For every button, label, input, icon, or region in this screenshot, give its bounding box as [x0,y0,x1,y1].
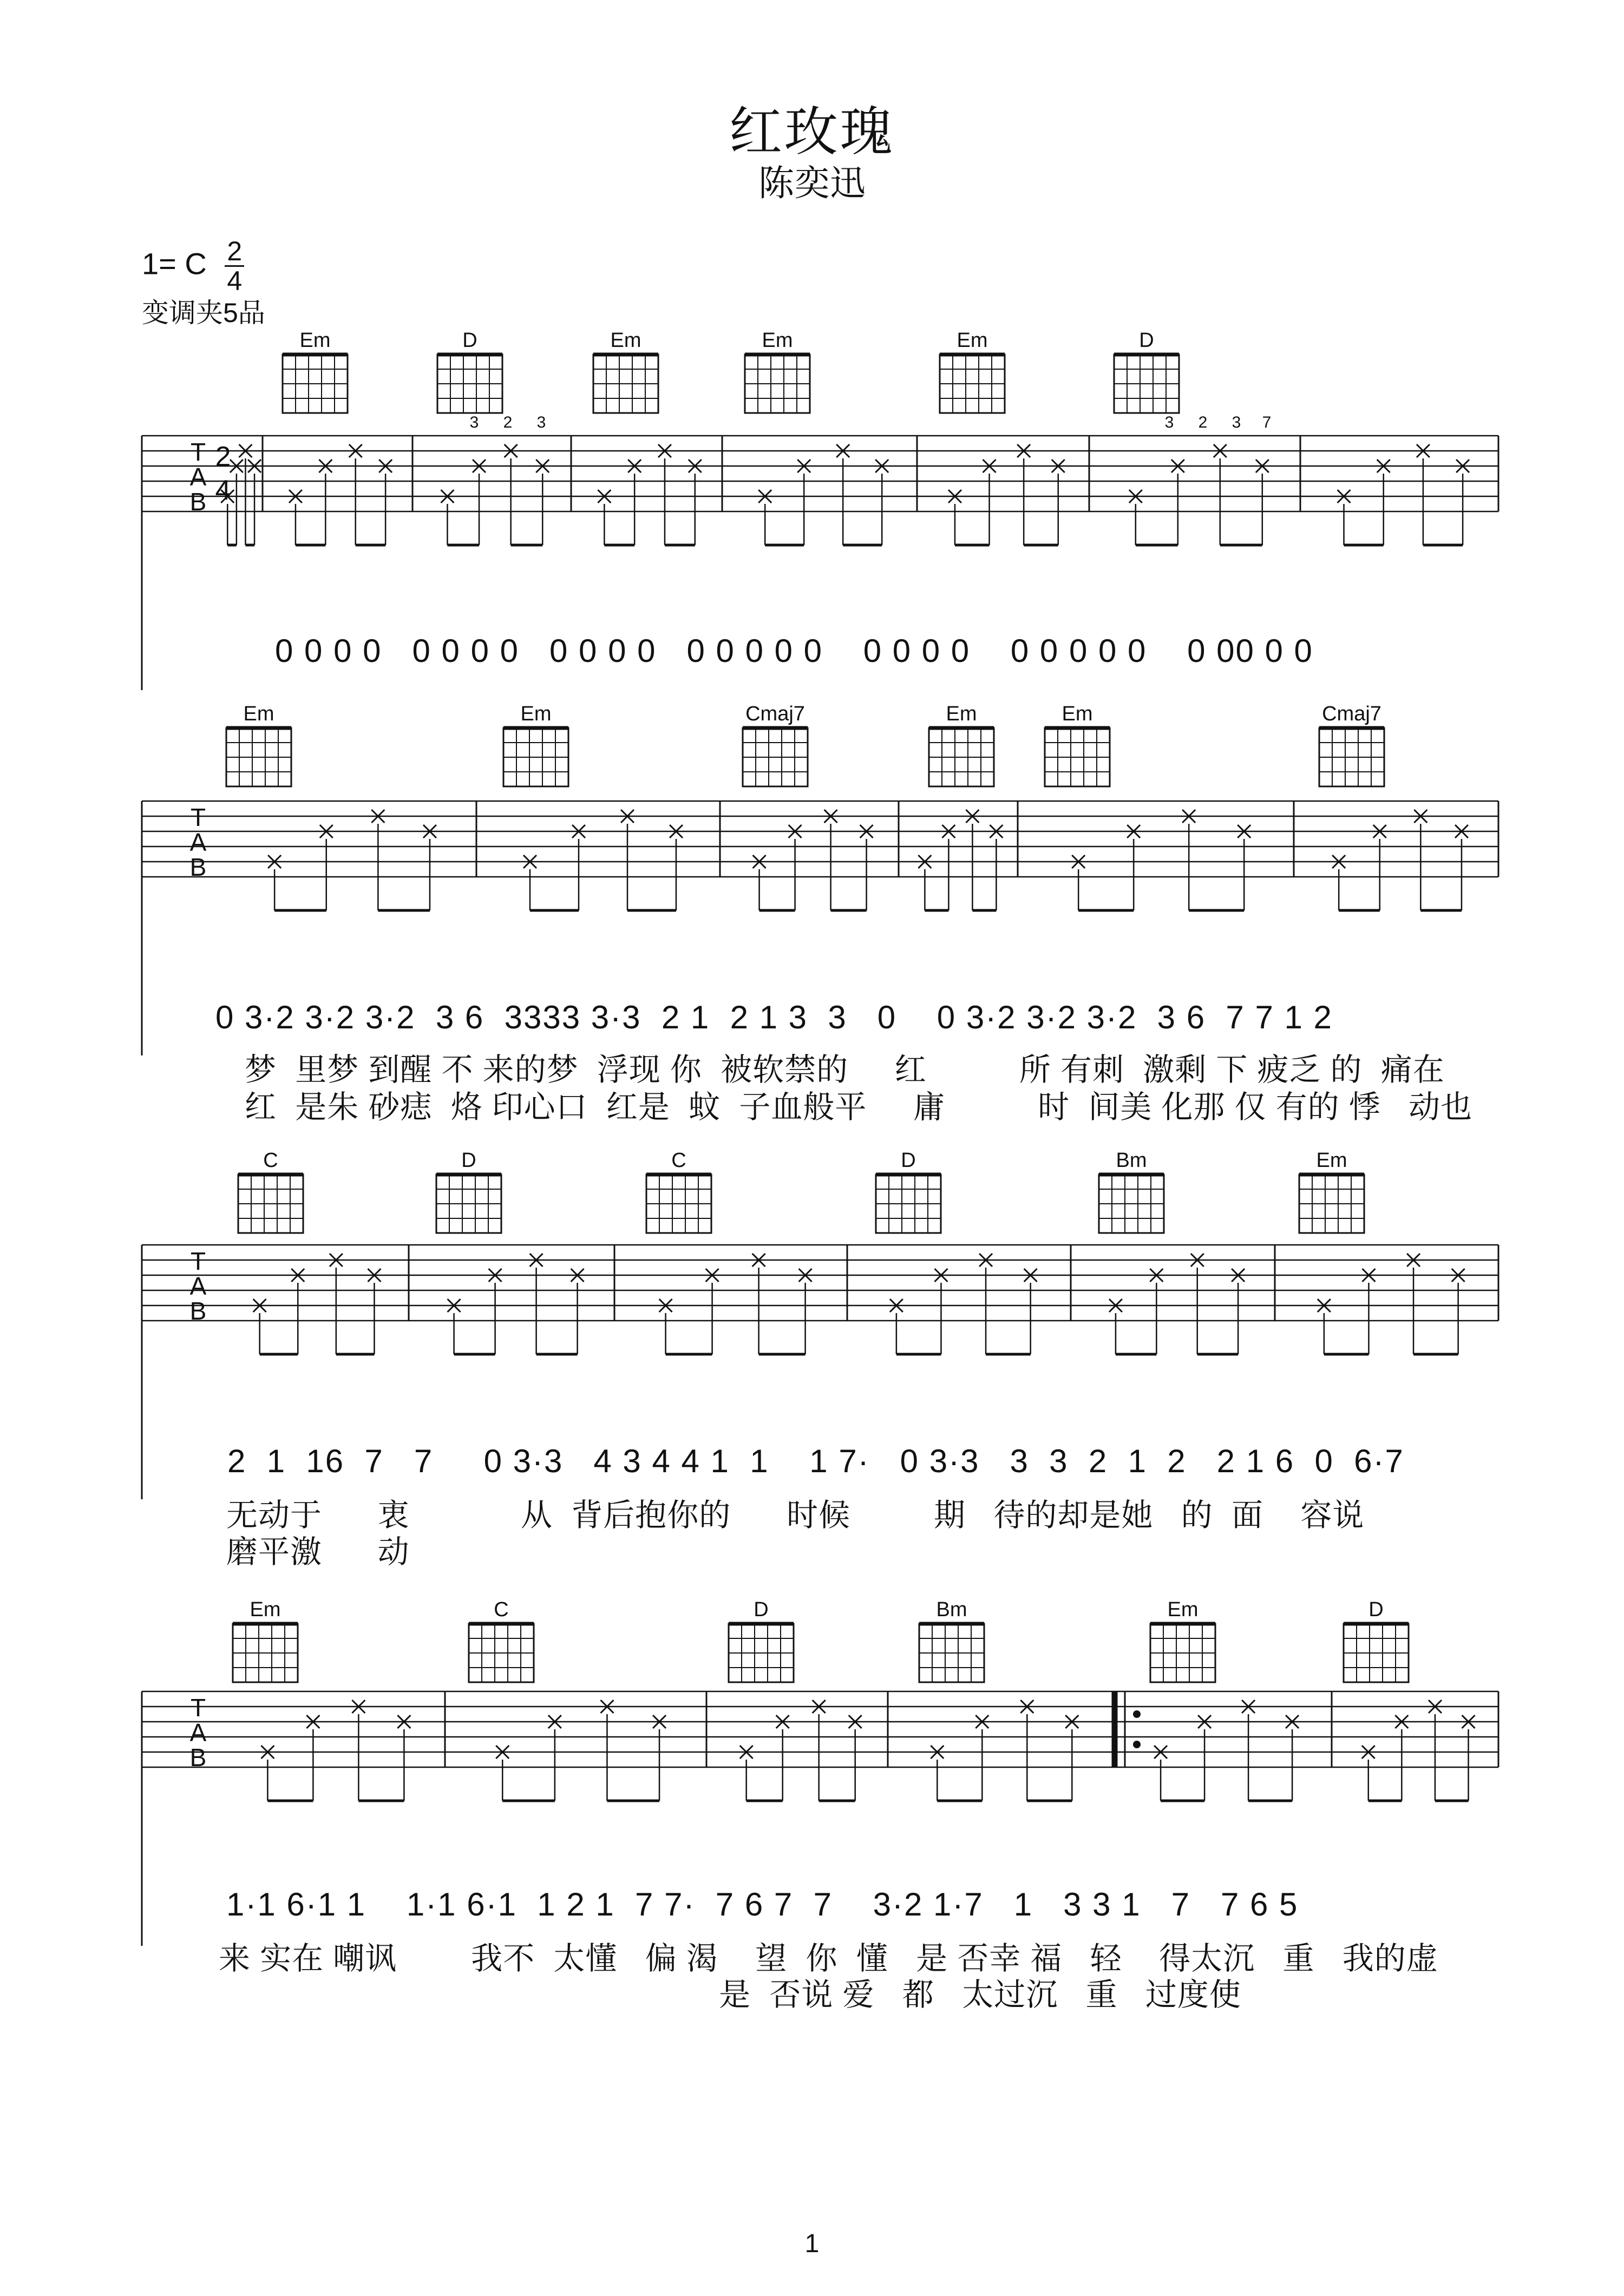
chord-name-2-2: Cmaj7 [745,703,805,725]
chord-name-3-3: D [901,1149,916,1172]
lyric-line-3b: 磨平激 动 [226,1534,410,1570]
chord-name-3-4: Bm [1116,1149,1147,1172]
fret-number: 3 [536,414,546,431]
chord-name-1-0: Em [299,329,331,352]
repeat-dot [1133,1741,1141,1748]
lyric-line-3a: 无动于 衷 从 背后抱你的 时候 期 待的却是她 的 面 容说 [226,1498,1365,1533]
chord-name-1-2: Em [610,329,641,352]
jianpu-line-3: 2 1 16 7 7 0 3·3 4 3 4 4 1 1 1 7· 0 3·3 3 3 2 1 2 2 1 6 0 6·7 [227,1443,1404,1479]
time-signature-top: 2 [225,237,244,267]
chord-name-4-0: Em [250,1598,281,1621]
chord-name-1-4: Em [957,329,988,352]
lyric-line-4b: 是 否说 爱 都 太过沉 重 过度使 [219,1977,1241,2012]
tab-letter-b: B [189,1297,207,1325]
chord-name-3-5: Em [1316,1149,1347,1172]
lyric-line-4a: 来 实在 嘲讽 我不 太懂 偏 渴 望 你 懂 是 否幸 福 轻 得太沉 重 我的虚 [219,1941,1438,1976]
tab-letter-b: B [189,488,207,516]
fret-number: 3 [1232,414,1241,431]
page-number: 1 [804,2229,820,2258]
chord-name-1-1: D [462,329,477,352]
tab-time-bottom: 4 [215,475,231,506]
tab-letter-t: T [190,1694,206,1722]
chord-name-2-3: Em [946,703,977,725]
lyric-line-2a: 梦 里梦 到醒 不 来的梦 浮现 你 被软禁的 红 所 有刺 激剩 下 疲乏 的 痛在 [245,1052,1445,1087]
lyric-line-2b: 红 是朱 砂痣 烙 印心口 红是 蚊 子血般平 庸 时 间美 化那 仅 有的 悸 动也 [245,1090,1473,1125]
fret-number: 3 [1164,414,1174,431]
song-title: 红玫瑰 [729,102,895,161]
fret-number: 7 [1262,414,1272,431]
fret-number: 2 [503,414,513,431]
chord-name-2-5: Cmaj7 [1322,703,1381,725]
tab-letter-a: A [189,1718,207,1747]
tab-letter-t: T [190,1247,206,1275]
song-artist: 陈奕迅 [758,163,866,203]
chord-name-4-2: D [754,1598,769,1621]
tab-letter-t: T [190,438,206,466]
chord-name-4-4: Em [1167,1598,1199,1621]
tab-letter-b: B [189,853,207,881]
chord-name-4-3: Bm [936,1598,967,1621]
chord-name-1-3: Em [762,329,793,352]
tab-time-top: 2 [215,441,231,473]
chord-name-4-5: D [1368,1598,1384,1621]
tab-letter-b: B [189,1743,207,1772]
repeat-dot [1133,1710,1141,1718]
fret-number: 2 [1198,414,1208,431]
chord-name-4-1: C [494,1598,509,1621]
chord-name-2-4: Em [1062,703,1093,725]
fret-number: 3 [469,414,479,431]
chord-name-3-2: C [671,1149,686,1172]
tab-letter-a: A [189,1272,207,1300]
tab-letter-a: A [189,828,207,856]
chord-name-3-0: C [263,1149,278,1172]
jianpu-line-1: 0 0 0 0 0 0 0 0 0 0 0 0 0 0 0 0 0 0 0 0 0 0 0 0 0 0 0 00 0 0 [275,633,1313,669]
chord-name-1-5: D [1139,329,1154,352]
jianpu-line-2: 0 3·2 3·2 3·2 3 6 3333 3·3 2 1 2 1 3 3 0 0 3·2 3·2 3·2 3 6 7 7 1 2 [215,999,1333,1035]
capo-note: 变调夹5品 [142,298,265,328]
jianpu-line-4: 1·1 6·1 1 1·1 6·1 1 2 1 7 7· 7 6 7 7 3·2 1·7 1 3 3 1 7 7 6 5 [226,1886,1299,1923]
chord-name-2-0: Em [243,703,274,725]
tab-letter-a: A [189,463,207,491]
chord-name-3-1: D [461,1149,476,1172]
tab-letter-t: T [190,803,206,831]
time-signature-bottom: 4 [227,266,243,296]
key-label: 1= C [142,246,207,281]
chord-name-2-1: Em [520,703,552,725]
